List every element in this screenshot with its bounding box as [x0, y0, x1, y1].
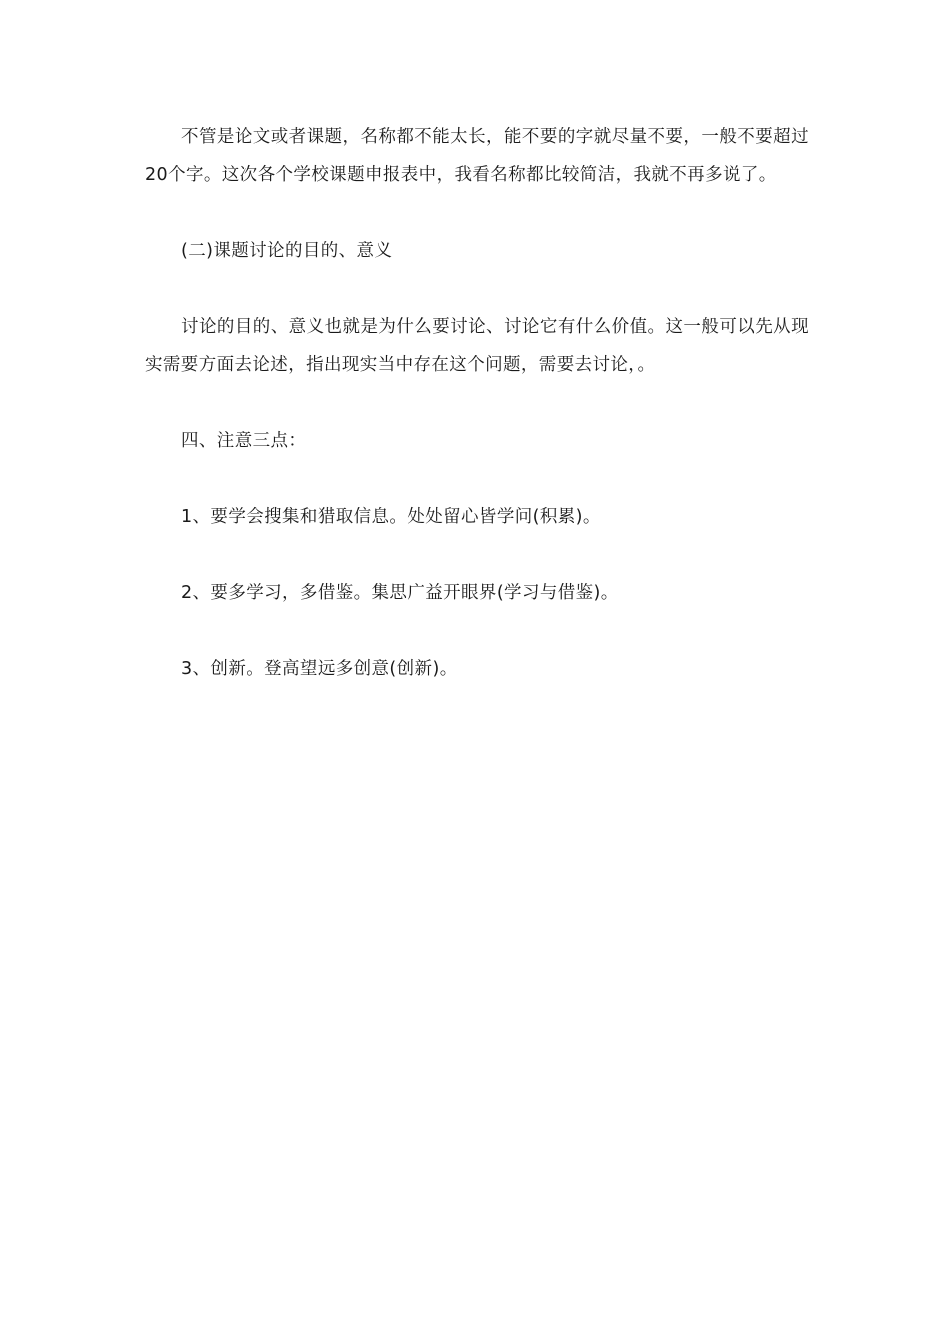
paragraph-purpose: 讨论的目的、意义也就是为什么要讨论、讨论它有什么价值。这一般可以先从现实需要方面去论述，指出现实当中存在这个问题，需要去讨论，。 [145, 317, 809, 375]
document-body [145, 118, 809, 688]
list-item-point-3: 3、创新。登高望远多创意(创新)。 [181, 659, 458, 679]
list-item-point-2: 2、要多学习，多借鉴。集思广益开眼界(学习与借鉴)。 [181, 583, 619, 603]
list-item-point-1: 1、要学会搜集和猎取信息。处处留心皆学问(积累)。 [181, 507, 601, 527]
paragraph-title-length: 不管是论文或者课题，名称都不能太长，能不要的字就尽量不要，一般不要超过20个字。这次各个学校课题申报表中，我看名称都比较简洁，我就不再多说了。 [145, 127, 809, 185]
section-heading-three-points: 四、注意三点： [181, 431, 307, 451]
section-heading-purpose: (二)课题讨论的目的、意义 [181, 241, 393, 261]
